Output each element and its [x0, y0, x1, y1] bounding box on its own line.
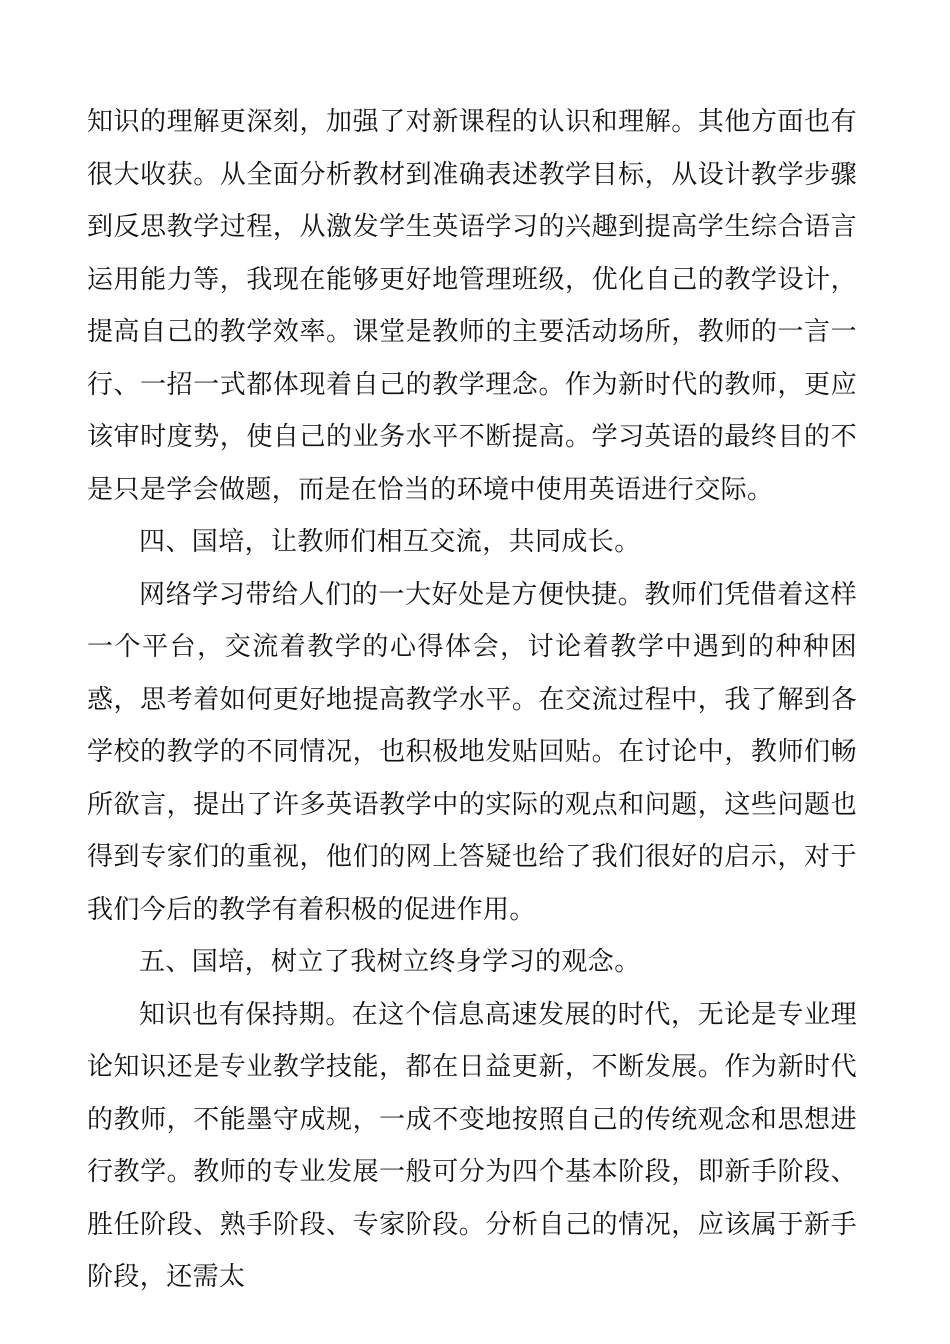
section-heading-four: 四、国培，让教师们相互交流，共同成长。 [139, 527, 641, 557]
paragraph-online-exchange: 网络学习带给人们的一大好处是方便快捷。教师们凭借着这样一个平台，交流着教学的心得体会，讨论着教学中遇到的种种困惑，思考着如何更好地提高教学水平。在交流过程中，我了解到各学校的教学的不同情况，也积极地发贴回贴。在讨论中，教师们畅所欲言，提出了许多英语教学中的实际的观点和问题，这些问题也得到专家们的重视，他们的网上答疑也给了我们很好的启示，对于我们今后的教学有着积极的促进作用。 [87, 579, 857, 925]
document-body [87, 96, 857, 1304]
section-heading-five: 五、国培，树立了我树立终身学习的观念。 [139, 947, 641, 977]
paragraph-continued: 知识的理解更深刻，加强了对新课程的认识和理解。其他方面也有很大收获。从全面分析教材到准确表述教学目标，从设计教学步骤到反思教学过程，从激发学生英语学习的兴趣到提高学生综合语言运用能力等，我现在能够更好地管理班级，优化自己的教学设计，提高自己的教学效率。课堂是教师的主要活动场所，教师的一言一行、一招一式都体现着自己的教学理念。作为新时代的教师，更应该审时度势，使自己的业务水平不断提高。学习英语的最终目的不是只是学会做题，而是在恰当的环境中使用英语进行交际。 [87, 107, 857, 505]
paragraph-lifelong-learning: 知识也有保持期。在这个信息高速发展的时代，无论是专业理论知识还是专业教学技能，都在日益更新，不断发展。作为新时代的教师，不能墨守成规，一成不变地按照自己的传统观念和思想进行教学。教师的专业发展一般可分为四个基本阶段，即新手阶段、胜任阶段、熟手阶段、专家阶段。分析自己的情况，应该属于新手阶段，还需太 [87, 999, 857, 1292]
